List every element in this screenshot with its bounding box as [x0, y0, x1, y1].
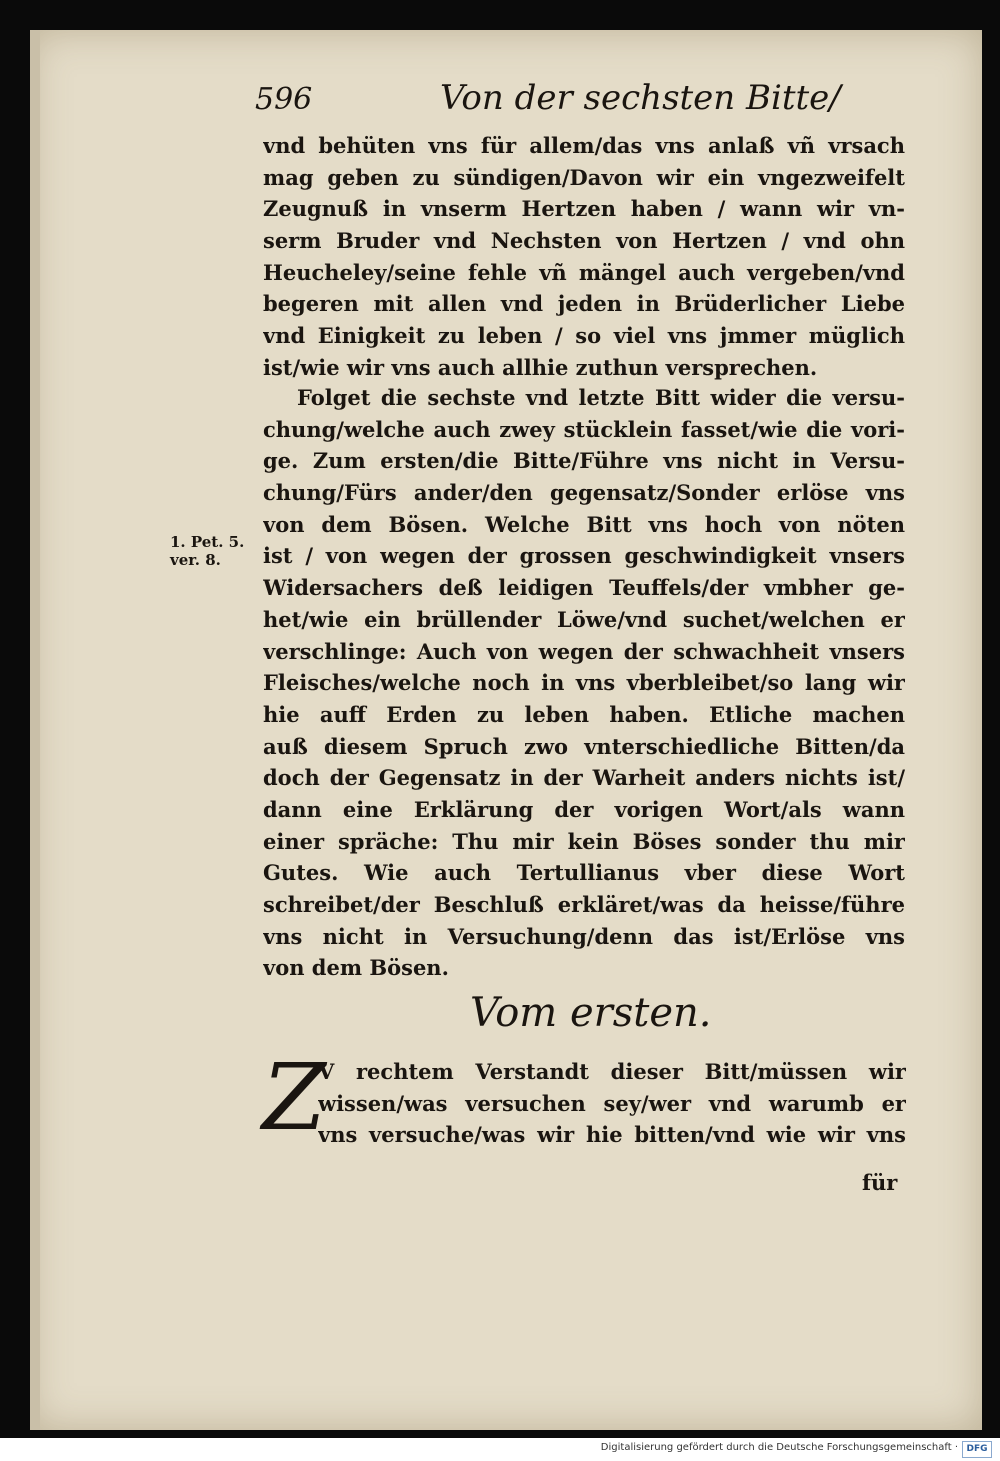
text-line: vnd Einigkeit zu leben / so viel vns jmmer müglich [263, 323, 905, 349]
paragraph-3 [318, 1056, 906, 1151]
text-line: begeren mit allen vnd jeden in Brüderlicher Liebe [263, 291, 905, 317]
text-line: serm Bruder vnd Nechsten von Hertzen / vnd ohn [263, 228, 905, 254]
running-head: Von der sechsten Bitte/ [440, 78, 841, 118]
text-line: Folget die sechste vnd letzte Bitt wider die versu- [297, 385, 905, 410]
text-line: Zeugnuß in vnserm Hertzen haben / wann wir vn- [263, 196, 905, 222]
text-line: verschlinge: Auch von wegen der schwachheit vnsers [263, 638, 905, 664]
text-line: vns versuche/was wir hie bitten/vnd wie wir vns [318, 1122, 906, 1147]
text-line: auß diesem Spruch zwo vnterschiedliche Bitten/da [263, 733, 905, 759]
text-line: ist/wie wir vns auch allhie zuthun versprechen. [263, 354, 818, 380]
dfg-logo: DFG [962, 1441, 992, 1458]
text-line: Heucheley/seine fehle vñ mängel auch vergeben/vnd [263, 259, 905, 285]
page-edge [30, 30, 40, 1430]
text-line: chung/Fürs ander/den gegensatz/Sonder erlöse vns [263, 480, 905, 506]
text-line: ist / von wegen der grossen geschwindigkeit vnsers [263, 543, 905, 569]
section-heading: Vom ersten. [470, 990, 712, 1036]
text-line: ge. Zum ersten/die Bitte/Führe vns nicht in Versu- [263, 448, 905, 474]
text-line: Gutes. Wie auch Tertullianus vber diese Wort [263, 860, 905, 886]
drop-cap-initial: Z [262, 1044, 326, 1151]
text-line: hie auff Erden zu leben haben. Etliche machen [263, 701, 905, 727]
paragraph-1 [263, 130, 905, 384]
marginal-note-line: ver. 8. [170, 551, 221, 569]
text-line: einer spräche: Thu mir kein Böses sonder thu mir [263, 828, 905, 854]
text-line: Widersachers deß leidigen Teuffels/der vmbher ge- [263, 575, 905, 601]
paragraph-2 [263, 382, 905, 984]
text-line: von dem Bösen. Welche Bitt vns hoch von nöten [263, 511, 905, 537]
text-line: mag geben zu sündigen/Davon wir ein vngezweifelt [263, 164, 905, 190]
text-line: dann eine Erklärung der vorigen Wort/als wann [263, 796, 905, 822]
digitization-footer [0, 1438, 1000, 1461]
page-number: 596 [255, 82, 313, 117]
catchword: für [862, 1170, 898, 1195]
marginal-note [170, 533, 244, 569]
text-line: schreibet/der Beschluß erkläret/was da heisse/führe [263, 892, 905, 917]
text-line: vns nicht in Versuchung/denn das ist/Erlöse vns [263, 923, 905, 949]
funding-credit: Digitalisierung gefördert durch die Deutsche Forschungsgemeinschaft · [600, 1442, 958, 1453]
text-line: V rechtem Verstandt dieser Bitt/müssen wir [318, 1059, 906, 1084]
text-line: vnd behüten vns für allem/das vns anlaß vñ vrsach [263, 133, 905, 158]
text-line: doch der Gegensatz in der Warheit anders nichts ist/ [263, 765, 905, 791]
page-header [255, 78, 855, 126]
text-line: Fleisches/welche noch in vns vberbleibet/so lang wir [263, 670, 905, 696]
text-line: chung/welche auch zwey stücklein fasset/wie die vori- [263, 416, 905, 442]
text-line: wissen/was versuchen sey/wer vnd warumb er [318, 1090, 906, 1116]
text-line: het/wie ein brüllender Löwe/vnd suchet/welchen er [263, 606, 905, 632]
marginal-note-line: 1. Pet. 5. [170, 533, 245, 551]
text-line: von dem Bösen. [263, 955, 449, 981]
